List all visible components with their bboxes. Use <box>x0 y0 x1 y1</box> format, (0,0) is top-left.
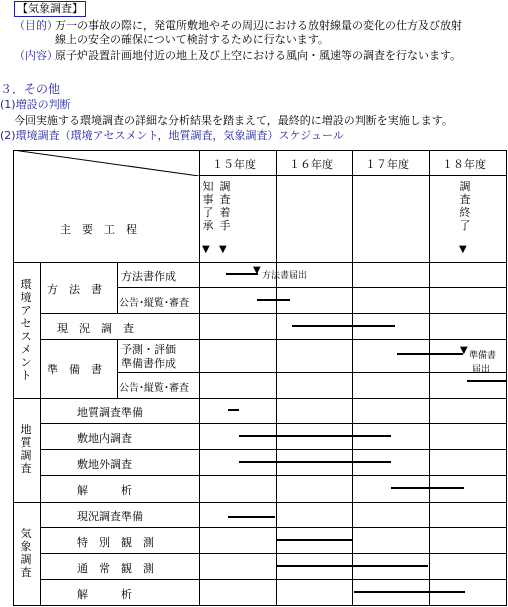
bar-genkyo-junbi <box>228 516 275 518</box>
content-label: （内容） <box>14 49 58 62</box>
purpose-label: （目的） <box>14 19 58 32</box>
purpose-text-2: 線上の安全の確保について検討するために行ないます。 <box>55 33 329 46</box>
bar-tokubetsu <box>276 539 352 541</box>
note-junbisho-2: 届出 <box>472 365 491 375</box>
arrow-down-icon: ▼ <box>253 265 261 276</box>
bar-yosoku <box>397 353 463 355</box>
bar-shikichi-nai <box>239 435 391 437</box>
bar-shikichi-gai <box>239 461 391 463</box>
milestone-chosa-chakushu: 調査着手 <box>219 180 231 232</box>
bar-tsujo <box>276 565 428 567</box>
note-hohousho-todoke: 方法書届出 <box>262 271 308 281</box>
item2-heading: (2)環境調査（環境アセスメント，地質調査，気象調査）スケジュール <box>0 129 344 142</box>
row-kaiseki-1: 解 析 <box>77 484 132 497</box>
row-kaiseki-2: 解 析 <box>77 588 132 601</box>
group-met: 気象調査 <box>20 527 32 579</box>
row-genkyo: 現 況 調 査 <box>57 322 134 335</box>
bar-kokoku-2 <box>467 380 506 382</box>
bar-kaiseki-1 <box>391 487 464 489</box>
year-17: １７年度 <box>365 158 409 171</box>
year-16: １６年度 <box>289 158 333 171</box>
milestone-chosa-shuryo: 調査終了 <box>459 180 471 232</box>
arrow-down-icon: ▼ <box>459 244 467 255</box>
item1-body: 今回実施する環境調査の詳細な分析結果を踏まえて，最終的に増設の判断を実施します。 <box>14 114 453 127</box>
row-kokoku-1: 公告･縦覧･審査 <box>119 298 189 309</box>
row-tsujo: 通 常 観 測 <box>77 562 154 575</box>
row-junbisho: 準 備 書 <box>47 363 102 376</box>
row-shikichi-nai: 敷地内調査 <box>77 432 132 445</box>
row-kokoku-2: 公告･縦覧･審査 <box>119 383 189 394</box>
arrow-down-icon: ▼ <box>460 345 468 356</box>
arrow-down-icon: ▼ <box>219 244 227 255</box>
purpose-text-1: 万一の事故の際に，発電所敷地やその周辺における放射線量の変化の仕方及び放射 <box>55 19 462 32</box>
item1-heading: (1)増設の判断 <box>0 98 71 111</box>
bar-genkyo <box>292 325 395 327</box>
main-process-label: 主 要 工 程 <box>60 223 137 236</box>
bar-kaiseki-2 <box>354 591 465 593</box>
group-env: 環境アセスメント <box>20 278 32 382</box>
row-genkyo-junbi: 現況調査準備 <box>77 510 143 523</box>
section-label: 【気象調査】 <box>14 1 86 17</box>
row-hohousho-sakusei: 方法書作成 <box>121 270 176 283</box>
arrow-down-icon: ▼ <box>202 244 210 255</box>
milestone-chiji: 知事了承 <box>202 180 214 232</box>
bar-kokoku-1 <box>257 299 290 301</box>
content-text: 原子炉設置計画地付近の地上及び上空における風向・風速等の調査を行ないます。 <box>55 49 462 62</box>
row-yosoku-2: 準備書作成 <box>121 357 176 370</box>
row-yosoku-1: 予測・評価 <box>121 343 176 356</box>
header-diagonal <box>13 150 199 176</box>
year-18: １８年度 <box>442 158 486 171</box>
note-junbisho-1: 準備書 <box>469 351 497 361</box>
row-shikichi-gai: 敷地外調査 <box>77 458 132 471</box>
group-geo: 地質調査 <box>20 423 32 475</box>
other-heading: ３．その他 <box>0 82 61 96</box>
row-tokubetsu: 特 別 観 測 <box>77 536 154 549</box>
row-chishitsu-junbi: 地質調査準備 <box>77 406 143 419</box>
year-15: １５年度 <box>212 158 256 171</box>
row-hohousho: 方 法 書 <box>47 283 102 296</box>
bar-chishitsu-junbi <box>228 409 239 411</box>
